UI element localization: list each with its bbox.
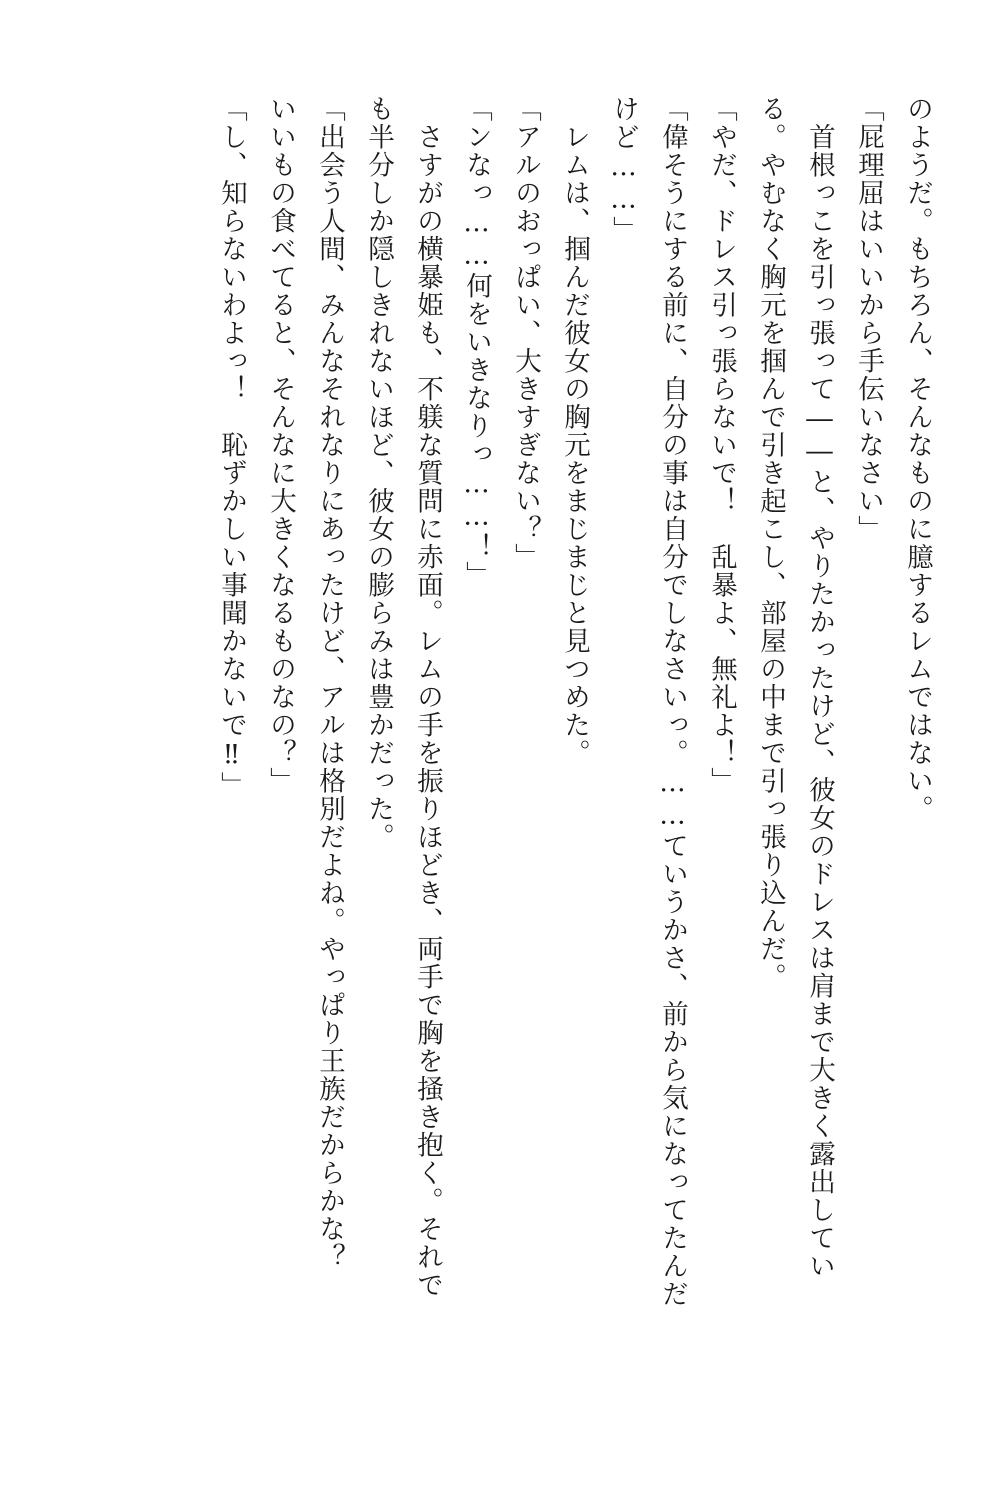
text-line: さすがの横暴姫も、不躾な質問に赤面。レムの手を振りほどき、両手で胸を掻き抱く。それで bbox=[412, 95, 443, 1299]
text-line: レムは、掴んだ彼女の胸元をまじまじと見つめた。 bbox=[559, 95, 590, 767]
text-line: 「偉そうにする前に、自分の事は自分でしなさいっ。……ていうかさ、前から気になってたんだ bbox=[657, 95, 688, 1308]
text-line: いいもの食べてると、そんなに大きくなるものなの？」 bbox=[265, 95, 296, 795]
text-line: けど……」 bbox=[608, 95, 639, 244]
text-line: のようだ。もちろん、そんなものに臆するレムではない。 bbox=[902, 95, 933, 823]
text-line: 「出会う人間、みんなそれなりにあったけど、アルは格別だよね。やっぱり王族だからかな？ bbox=[314, 95, 345, 1271]
text-line: も半分しか隠しきれないほど、彼女の膨らみは豊かだった。 bbox=[363, 95, 394, 851]
text-line: 「やだ、ドレス引っ張らないで！ 乱暴よ、無礼よ！」 bbox=[706, 95, 737, 795]
text-line: 「屁理屈はいいから手伝いなさい」 bbox=[853, 95, 884, 543]
text-line: 「ンなっ……何をいきなりっ……！」 bbox=[461, 95, 492, 589]
text-line: る。やむなく胸元を掴んで引き起こし、部屋の中まで引っ張り込んだ。 bbox=[755, 95, 786, 991]
text-line: 「アルのおっぱい、大きすぎない？」 bbox=[510, 95, 541, 571]
vertical-body-text bbox=[62, 95, 942, 1405]
text-line: 「し、知らないわよっ！ 恥ずかしい事聞かないで‼」 bbox=[216, 95, 247, 800]
text-line: 首根っこを引っ張って――と、やりたかったけど、彼女のドレスは肩まで大きく露出してい bbox=[804, 95, 835, 1280]
